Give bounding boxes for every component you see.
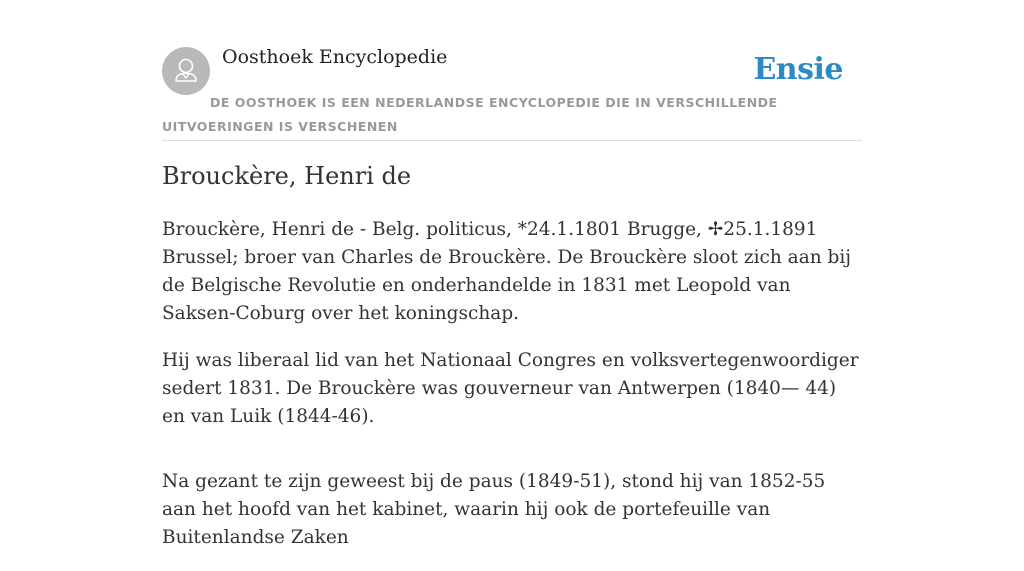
article-body bbox=[162, 216, 862, 571]
source-header bbox=[162, 0, 862, 141]
person-outline-icon bbox=[162, 47, 210, 95]
user-avatar-icon[interactable] bbox=[162, 47, 210, 95]
page-container bbox=[162, 0, 862, 548]
brand-logo[interactable]: Ensie bbox=[753, 52, 843, 87]
article-title: Brouckère, Henri de bbox=[162, 162, 412, 190]
article-paragraph: Hij was liberaal lid van het Nationaal Congres en volksvertegenwoordiger sedert 1831. De Brouckère was gouverneur van Antwerpen (1840— 44) en van Luik (1844-46). bbox=[162, 350, 859, 427]
source-title[interactable]: Oosthoek Encyclopedie bbox=[222, 46, 448, 68]
article-paragraph: Brouckère, Henri de - Belg. politicus, *24.1.1801 Brugge, ✢25.1.1891 Brussel; broer van Charles de Brouckère. De Brouckère sloot zich aan bij de Belgische Revolutie en onderhandelde in 1831 met Leopold van Saksen-Coburg over het koningschap. bbox=[162, 219, 852, 324]
article-paragraph: Na gezant te zijn geweest bij de paus (1849-51), stond hij van 1852-55 aan het hoofd van het kabinet, waarin hij ook de portefeuille van Buitenlandse Zaken bbox=[162, 471, 826, 548]
source-description: DE OOSTHOEK IS EEN NEDERLANDSE ENCYCLOPEDIE DIE IN VERSCHILLENDE UITVOERINGEN IS VERSCHENEN bbox=[162, 95, 778, 134]
